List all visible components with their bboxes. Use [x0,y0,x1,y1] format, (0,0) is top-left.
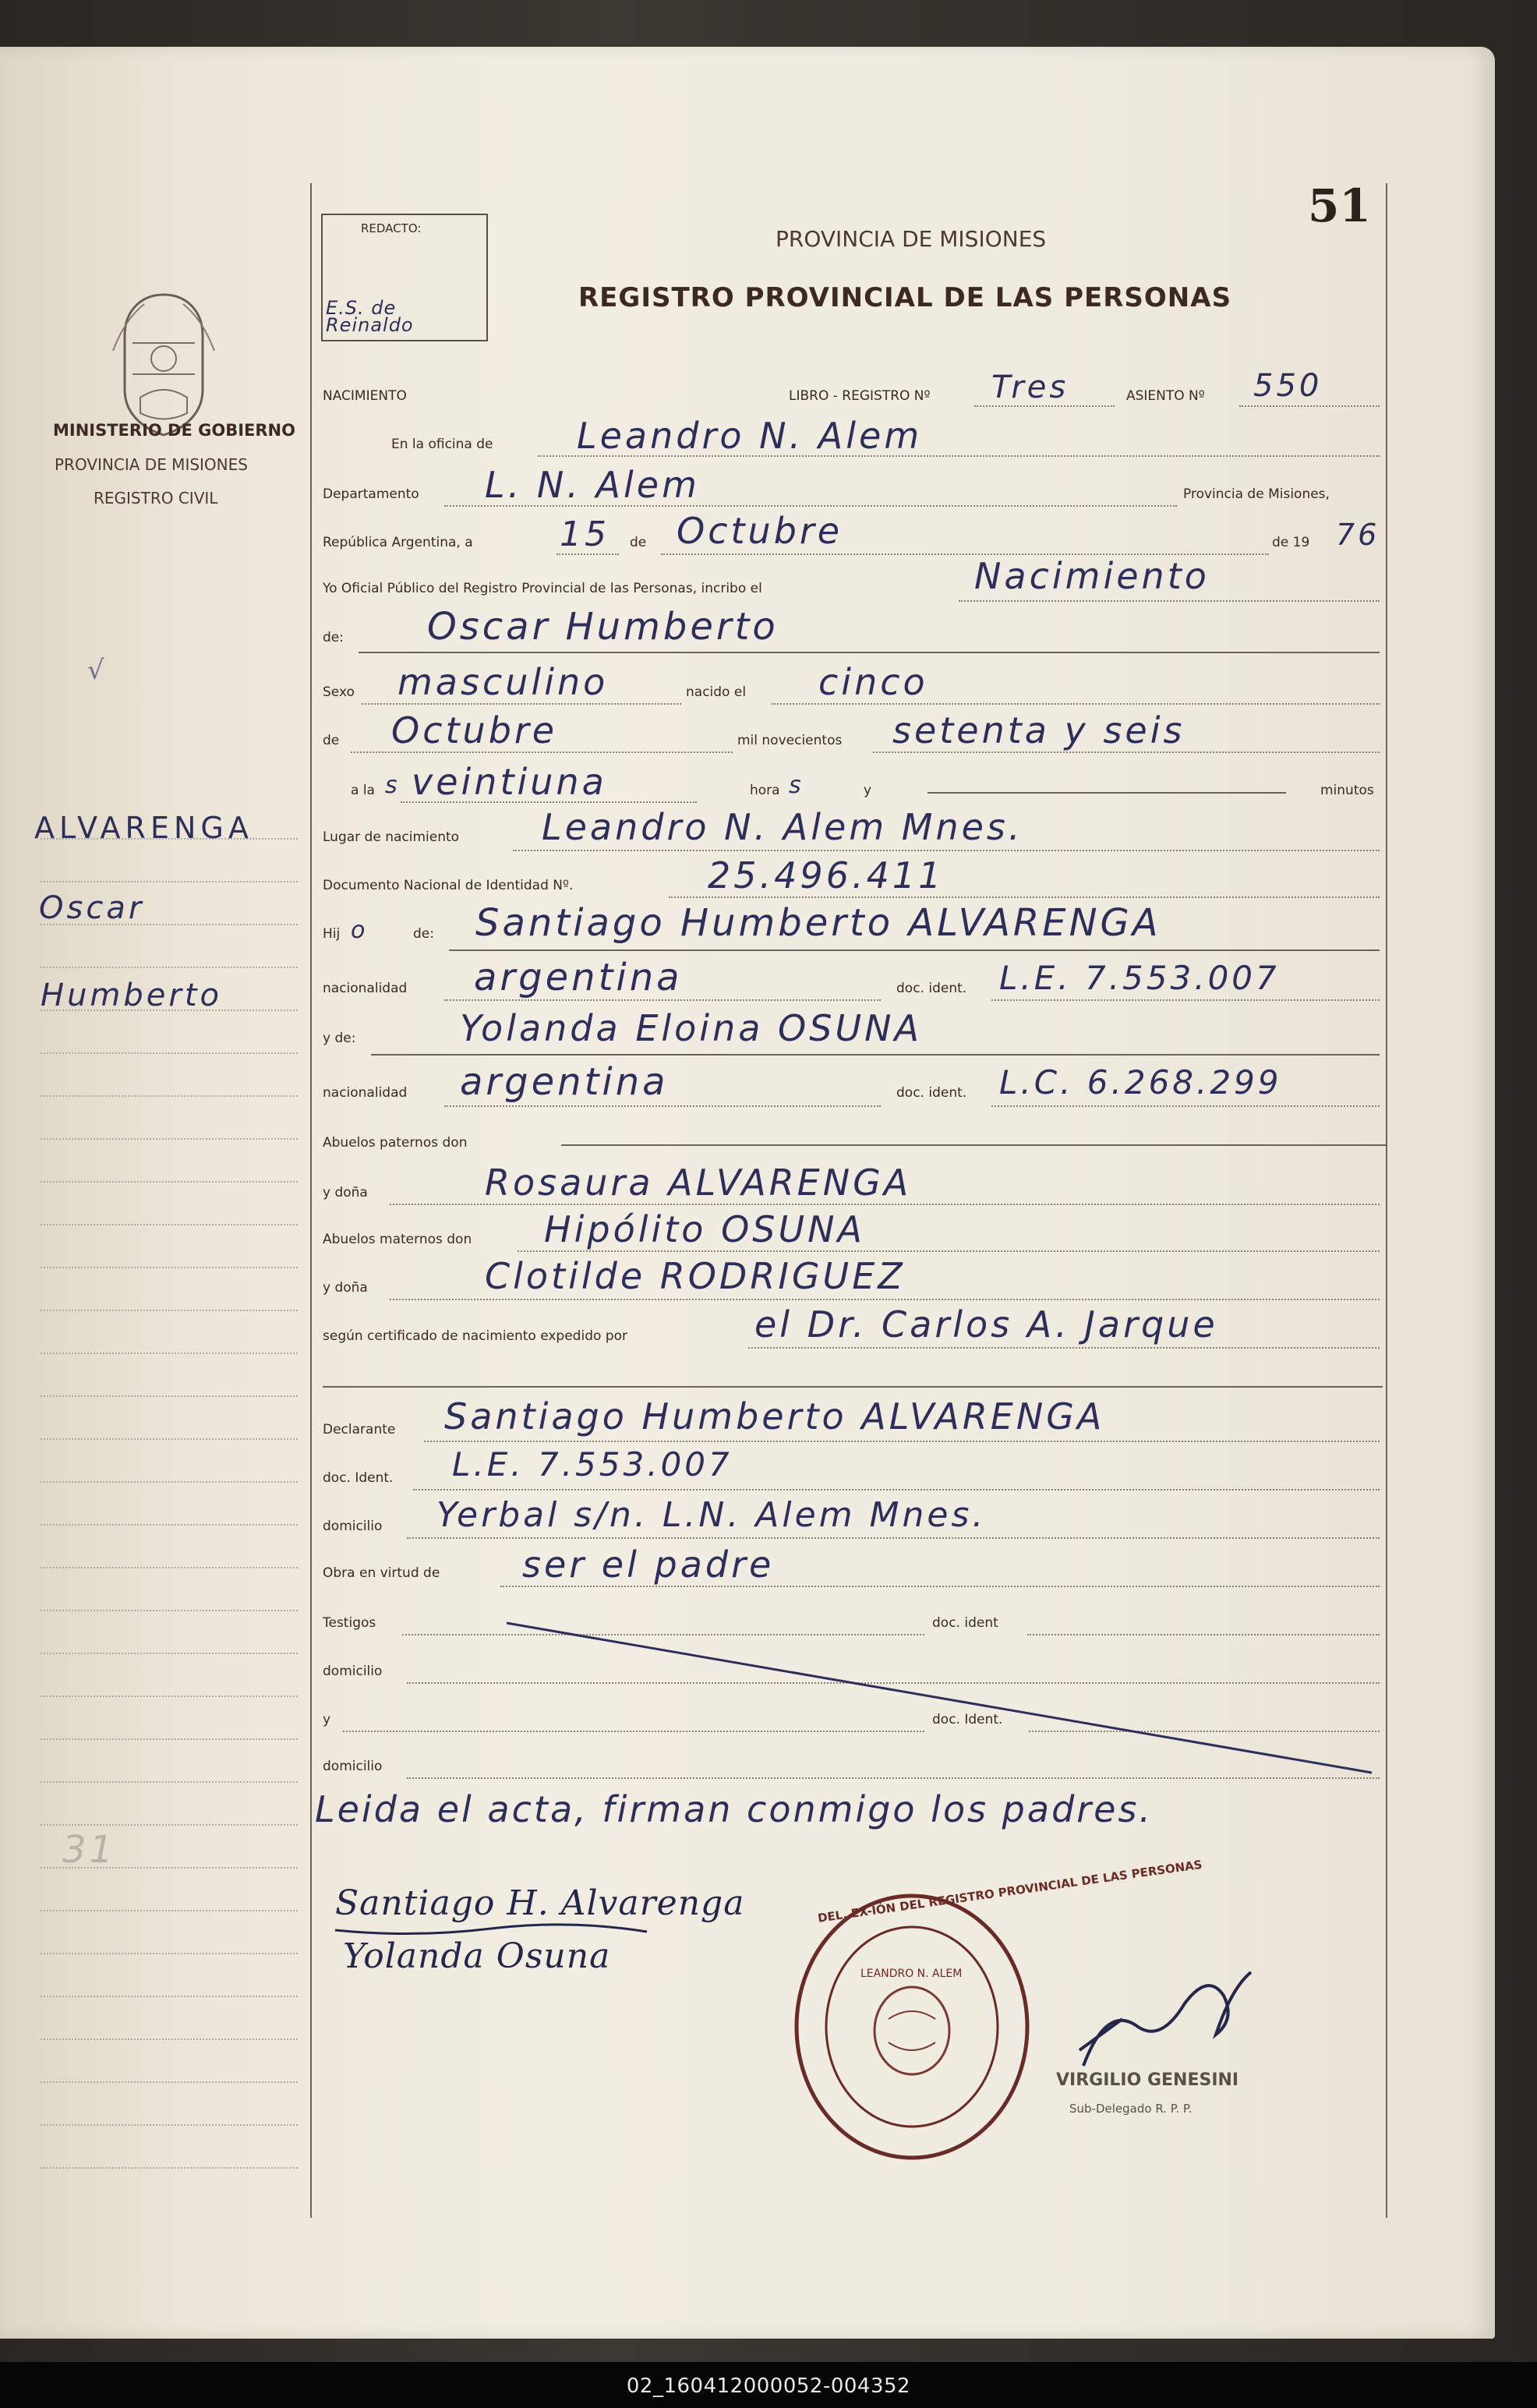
hijo-de-label: de: [413,926,434,942]
domicilio2-label: domicilio [323,1664,383,1679]
coat-of-arms-icon [109,288,218,437]
horas-value: veintiuna [412,761,607,803]
madre-line [371,1054,1380,1055]
margin-line [41,1095,298,1097]
margin-line [41,1438,298,1440]
nac2-line [444,1105,881,1107]
certificado-value: el Dr. Carlos A. Jarque [754,1303,1218,1345]
anio-nac-value: setenta y seis [892,709,1185,751]
page-number: 51 [1308,179,1371,232]
margin-line [41,1138,298,1140]
yde-label: y de: [323,1031,356,1046]
horas-label: hora [750,783,780,798]
libro-line [974,405,1115,407]
sexo-label: Sexo [323,684,355,700]
doc2-label: doc. ident. [896,1085,967,1101]
day-value: 15 [560,514,610,554]
anio-nac-line [873,751,1380,753]
province-title: PROVINCIA DE MISIONES [776,226,1047,252]
margin-registry: REGISTRO CIVIL [94,489,218,507]
margin-line [41,1481,298,1483]
oficial-label: Yo Oficial Público del Registro Provincial de las Personas, incribo el [323,581,762,596]
horas-suffix: s [789,772,804,799]
margin-line [41,1696,298,1697]
declarante-value: Santiago Humberto ALVARENGA [444,1395,1105,1437]
sexo-value: masculino [398,661,609,703]
hijo-suffix: o [351,917,369,944]
margin-name1: Oscar [39,890,145,926]
redacto-value: E.S. de Reinaldo [326,297,414,336]
redacto-label: REDACTO: [361,221,422,235]
abuela-m-line [390,1299,1380,1300]
margin-line [41,2124,298,2126]
certificado-line-2 [323,1386,1383,1388]
de-label: de [630,535,647,550]
mes-nac-value: Octubre [391,709,558,751]
margin-name2: Humberto [41,978,222,1013]
asiento-label: ASIENTO Nº [1126,388,1205,404]
abuelos-m-label: Abuelos maternos don [323,1232,472,1247]
margin-line [41,1610,298,1611]
sexo-line [362,703,681,705]
dni-label: Documento Nacional de Identidad Nº. [323,878,574,893]
madre-value: Yolanda Eloina OSUNA [460,1007,923,1049]
signature-underline [335,1915,647,1961]
registry-title: REGISTRO PROVINCIAL DE LAS PERSONAS [578,282,1232,313]
margin-surname: ALVARENGA [34,811,253,845]
margin-line [41,2167,298,2169]
doc1-value: L.E. 7.553.007 [999,959,1280,997]
margin-line [41,1738,298,1740]
margin-line [41,967,298,968]
domicilio-value: Yerbal s/n. L.N. Alem Mnes. [436,1495,987,1535]
domicilio-line [407,1537,1380,1539]
margin-province: PROVINCIA DE MISIONES [55,455,248,474]
margin-ministry: MINISTERIO DE GOBIERNO [53,421,295,440]
y2-label: y [323,1712,331,1727]
doc1-label: doc. ident. [896,981,967,996]
abuela-p-value: Rosaura ALVARENGA [485,1162,912,1204]
domicilio-label: domicilio [323,1519,383,1534]
acto-value: Nacimiento [974,555,1210,597]
margin-line [41,1267,298,1268]
dni-line [669,896,1380,898]
lugar-label: Lugar de nacimiento [323,829,460,845]
oficina-label: En la oficina de [391,437,493,452]
margin-line [41,1824,298,1826]
testigos-label: Testigos [323,1615,376,1631]
minutos-label: minutos [1320,783,1374,798]
de2-label: de: [323,630,344,645]
nac1-value: argentina [474,956,683,999]
margin-line [41,1181,298,1183]
margin-line [41,1224,298,1225]
margin-line [41,1052,298,1054]
nacimiento-label: NACIMIENTO [323,388,407,404]
acto-line [959,600,1380,602]
nombre-value: Oscar Humberto [427,605,779,649]
margin-line [41,1781,298,1783]
strike-through-line [507,1623,1380,1779]
certificado-line [748,1347,1380,1349]
abuelo-m-value: Hipólito OSUNA [544,1208,866,1250]
libro-label: LIBRO - REGISTRO Nº [789,388,931,404]
margin-line [41,1653,298,1654]
margin-tick-mark: √ [87,655,108,686]
de3-label: de [323,733,340,748]
minutos-line [928,792,1286,794]
official-title: Sub-Delegado R. P. P. [1069,2102,1192,2116]
alas-label: a la [351,783,375,798]
abuela-p-line [390,1204,1380,1205]
month-value: Octubre [677,510,843,552]
form-left-border [310,183,312,2218]
margin-line [41,1395,298,1397]
provincia-label: Provincia de Misiones, [1183,486,1330,502]
ydona2-label: y doña [323,1280,368,1296]
mil-label: mil novecientos [737,733,843,748]
mes-nac-line [351,751,733,753]
departamento-value: L. N. Alem [485,464,700,506]
margin-line [41,1910,298,1911]
footer-image-id: 02_160412000052-004352 [626,2374,911,2398]
abuelo-m-line [518,1250,1380,1252]
margin-line [41,1353,298,1354]
margin-line [41,1567,298,1568]
margin-line [41,1953,298,1954]
ydona1-label: y doña [323,1185,368,1200]
seal-outer-text: DEL. EX-IÓN DEL REGISTRO PROVINCIAL DE LAS PERSONAS [817,1857,1203,1925]
official-name: VIRGILIO GENESINI [1056,2070,1239,2090]
obra-value: ser el padre [522,1543,775,1586]
docdecl-value: L.E. 7.553.007 [452,1445,733,1483]
asiento-line [1239,405,1380,407]
nacido-label: nacido el [686,684,747,700]
hijo-label: Hij [323,926,341,942]
docdecl-line [413,1489,1380,1490]
abuelo-p-line [561,1144,1387,1146]
margin-faint-number: 31 [62,1828,117,1872]
nacido-value: cinco [818,661,928,703]
mother-signature: Yolanda Osuna [343,1936,611,1976]
declarante-label: Declarante [323,1422,396,1437]
nacido-line [772,703,1380,705]
asiento-value: 550 [1253,368,1323,404]
year-suffix: 76 [1336,518,1380,552]
form-right-border [1386,183,1387,2218]
father-signature: Santiago H. Alvarenga [335,1883,745,1923]
nac1-line [444,999,881,1001]
margin-line [41,1524,298,1526]
docdecl-label: doc. Ident. [323,1470,394,1486]
margin-line [41,1310,298,1311]
dni-value: 25.496.411 [708,854,945,896]
libro-value: Tres [991,370,1069,405]
oficina-value: Leandro N. Alem [577,415,923,457]
domicilio3-label: domicilio [323,1759,383,1774]
lugar-line [513,850,1380,851]
republica-label: República Argentina, a [323,535,473,550]
abuelos-p-label: Abuelos paternos don [323,1135,468,1151]
margin-line [41,2038,298,2040]
nac2-label: nacionalidad [323,1085,408,1101]
official-seal-icon [787,1886,1037,2167]
nac2-value: argentina [460,1060,669,1104]
margin-line [41,881,298,882]
padre-line [449,949,1380,951]
y-label: y [864,783,872,798]
seal-inner-text: LEANDRO N. ALEM [860,1968,963,1980]
doc1-line [991,999,1380,1001]
departamento-label: Departamento [323,486,419,502]
doc2-value: L.C. 6.268.299 [999,1063,1282,1101]
padre-value: Santiago Humberto ALVARENGA [475,901,1161,945]
alas-suffix: s [385,772,401,799]
official-signature-icon [1076,1957,1263,2074]
lugar-value: Leandro N. Alem Mnes. [542,806,1023,848]
docident1-label: doc. ident [932,1615,998,1631]
year-prefix: de 19 [1272,535,1310,550]
nac1-label: nacionalidad [323,981,408,996]
obra-line [500,1586,1380,1587]
certificado-label: según certificado de nacimiento expedido por [323,1328,627,1344]
doc2-line [991,1105,1380,1107]
closing-value: Leida el acta, firman conmigo los padres. [315,1788,1154,1830]
margin-line [41,2081,298,2083]
abuela-m-value: Clotilde RODRIGUEZ [485,1255,906,1297]
obra-label: Obra en virtud de [323,1565,440,1581]
declarante-line [424,1441,1380,1442]
nombre-line [359,652,1380,653]
docident2-label: doc. Ident. [932,1712,1003,1727]
margin-line [41,1996,298,1997]
